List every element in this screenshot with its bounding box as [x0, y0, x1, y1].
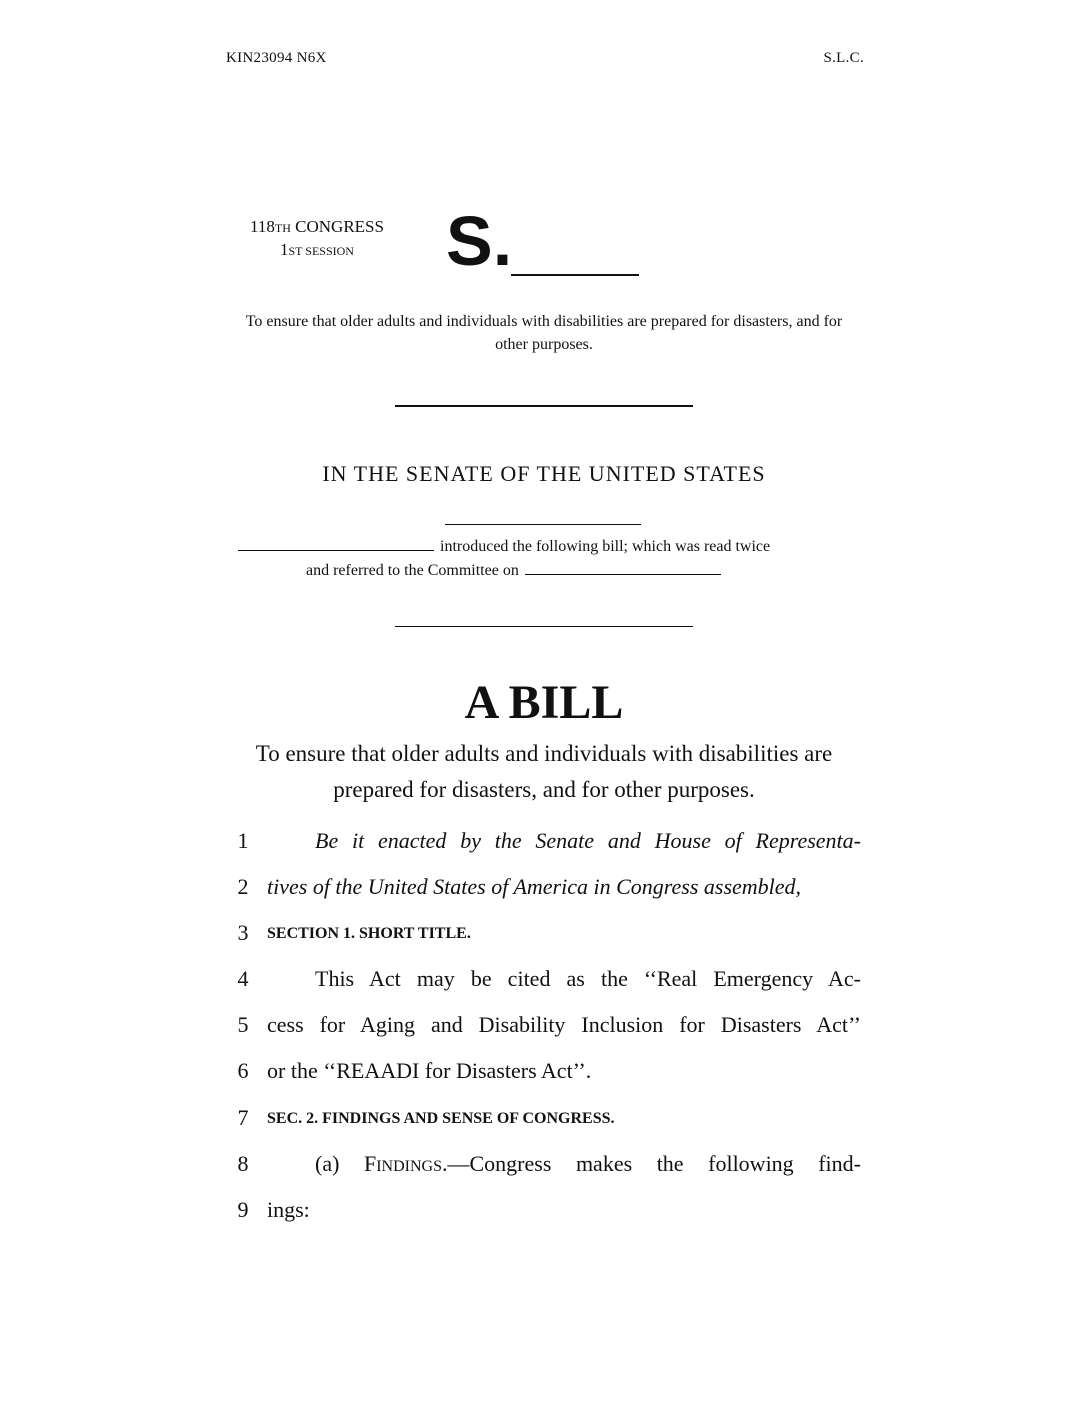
section-heading: SEC. 2. FINDINGS AND SENSE OF CONGRESS. — [267, 1110, 615, 1127]
line-number: 3 — [237, 920, 249, 945]
body-line: (a) FINDINGS.—Congress makes the following find- — [315, 1151, 861, 1176]
line-number: 6 — [237, 1058, 249, 1083]
committee-name-blank — [525, 559, 721, 575]
draft-mark: S.L.C. — [823, 50, 864, 66]
body-line: cess for Aging and Disability Inclusion for Disasters Act’’ — [267, 1012, 861, 1037]
chamber-heading: IN THE SENATE OF THE UNITED STATES — [322, 461, 766, 486]
bill-prefix: S. — [446, 202, 513, 280]
enacting-clause-line: tives of the United States of America in Congress assembled, — [267, 874, 802, 899]
document-id: KIN23094 N6X — [226, 50, 327, 66]
line-number: 1 — [237, 828, 249, 853]
session-label: 1ST SESSION — [280, 240, 354, 259]
line-number: 2 — [237, 874, 249, 899]
body-line: or the ‘‘REAADI for Disasters Act’’. — [267, 1058, 592, 1083]
line-number: 4 — [237, 966, 249, 991]
bill-number-blank — [511, 274, 639, 276]
line-number: 5 — [237, 1012, 249, 1037]
congress-session-block — [222, 216, 412, 262]
introduction-line-1: introduced the following bill; which was read twice — [238, 535, 850, 557]
enacting-clause-line: Be it enacted by the Senate and House of Representa- — [315, 828, 861, 853]
line-number: 9 — [237, 1197, 249, 1222]
body-line: ings: — [267, 1197, 310, 1222]
long-title: To ensure that older adults and individuals with disabilities are prepared for disasters, and for other purposes. — [255, 741, 833, 802]
sponsor-name-blank — [238, 535, 434, 551]
a-bill-heading: A BILL — [464, 676, 624, 729]
congress-label: 118TH CONGRESS — [250, 217, 384, 236]
introduction-line-2: and referred to the Committee on — [306, 559, 721, 581]
divider-rule — [395, 405, 693, 407]
sponsor-blank-line — [445, 524, 641, 525]
short-title: To ensure that older adults and individuals with disabilities are prepared for disasters, and for other purposes. — [245, 313, 843, 353]
divider-rule — [395, 626, 693, 627]
section-heading: SECTION 1. SHORT TITLE. — [267, 925, 471, 942]
line-number: 7 — [237, 1105, 249, 1130]
line-number: 8 — [237, 1151, 249, 1176]
body-line: This Act may be cited as the ‘‘Real Emergency Ac- — [315, 966, 861, 991]
